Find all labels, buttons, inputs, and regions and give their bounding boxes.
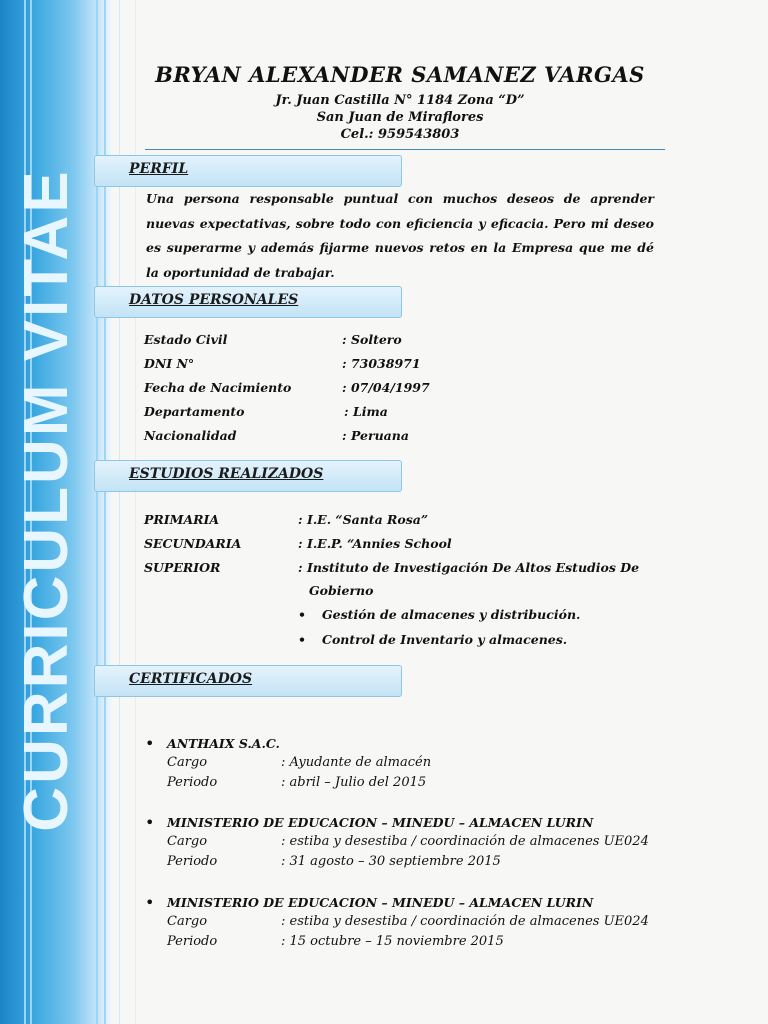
cert-company: MINISTERIO DE EDUCACION – MINEDU – ALMACEN LURIN — [167, 895, 594, 910]
section-estudios — [94, 460, 402, 492]
cert-label: Periodo — [167, 934, 218, 949]
datos-value: : Peruana — [342, 428, 409, 443]
bullet-icon: • — [145, 893, 155, 912]
cert-value: : estiba y desestiba / coordinación de almacenes UE024 — [281, 914, 649, 929]
course-text: Gestión de almacenes y distribución. — [322, 607, 581, 622]
phone: Cel.: 959543803 — [340, 127, 460, 142]
estudios-value: : Instituto de Investigación De Altos Estudios De — [298, 560, 640, 575]
datos-label: Departamento — [144, 404, 245, 419]
datos-label: Nacionalidad — [144, 428, 237, 443]
cert-value: : 15 octubre – 15 noviembre 2015 — [281, 934, 504, 949]
estudios-label: PRIMARIA — [144, 512, 220, 527]
datos-label: Estado Civil — [144, 332, 228, 347]
datos-value: : Lima — [344, 404, 388, 419]
course-text: Control de Inventario y almacenes. — [322, 632, 568, 647]
section-certificados — [94, 665, 402, 697]
bullet-icon: • — [298, 632, 306, 647]
bullet-icon: • — [298, 607, 306, 622]
cert-value: : 31 agosto – 30 septiembre 2015 — [281, 854, 501, 869]
section-perfil — [94, 155, 402, 187]
cert-company: ANTHAIX S.A.C. — [167, 736, 280, 751]
datos-label: DNI N° — [144, 356, 195, 371]
estudios-value: Gobierno — [309, 583, 374, 598]
sidebar-title: CURRICULUM VITAE — [12, 168, 81, 832]
estudios-label: SECUNDARIA — [144, 536, 242, 551]
datos-value: : 73038971 — [342, 356, 421, 371]
address-line-2: San Juan de Miraflores — [316, 110, 484, 125]
bullet-icon: • — [145, 734, 155, 753]
section-heading: DATOS PERSONALES — [129, 292, 299, 308]
cert-label: Periodo — [167, 775, 218, 790]
header — [140, 62, 660, 143]
header-rule — [145, 149, 665, 150]
cert-label: Cargo — [167, 834, 208, 849]
sidebar-banner — [0, 0, 112, 1024]
estudios-value: : I.E.P. “Annies School — [298, 536, 452, 551]
sidebar-stripe — [104, 0, 106, 1024]
datos-value: : 07/04/1997 — [342, 380, 430, 395]
estudios-value: : I.E. “Santa Rosa” — [298, 512, 429, 527]
section-heading: ESTUDIOS REALIZADOS — [129, 466, 324, 482]
cert-value: : estiba y desestiba / coordinación de almacenes UE024 — [281, 834, 649, 849]
cert-label: Periodo — [167, 854, 218, 869]
cert-company: MINISTERIO DE EDUCACION – MINEDU – ALMACEN LURIN — [167, 815, 594, 830]
perfil-text: Una persona responsable puntual con muchos deseos de aprender nuevas expectativas, sobre todo con eficiencia y eficacia. Pero mi deseo es superarme y además fijarme nuevos retos en la Empresa que me dé la oportunidad de trabajar. — [146, 191, 654, 280]
section-datos-personales — [94, 286, 402, 318]
address-line-1: Jr. Juan Castilla N° 1184 Zona “D” — [275, 93, 525, 108]
cert-value: : abril – Julio del 2015 — [281, 775, 427, 790]
estudios-label: SUPERIOR — [144, 560, 221, 575]
bullet-icon: • — [145, 813, 155, 832]
candidate-name: BRYAN ALEXANDER SAMANEZ VARGAS — [155, 62, 645, 87]
section-heading: CERTIFICADOS — [129, 671, 253, 687]
section-heading: PERFIL — [129, 161, 189, 177]
datos-label: Fecha de Nacimiento — [144, 380, 292, 395]
datos-value: : Soltero — [342, 332, 402, 347]
cert-label: Cargo — [167, 755, 208, 770]
divider — [119, 0, 120, 1024]
cert-label: Cargo — [167, 914, 208, 929]
divider — [135, 0, 136, 1024]
cert-value: : Ayudante de almacén — [281, 755, 432, 770]
sidebar-stripe — [96, 0, 98, 1024]
